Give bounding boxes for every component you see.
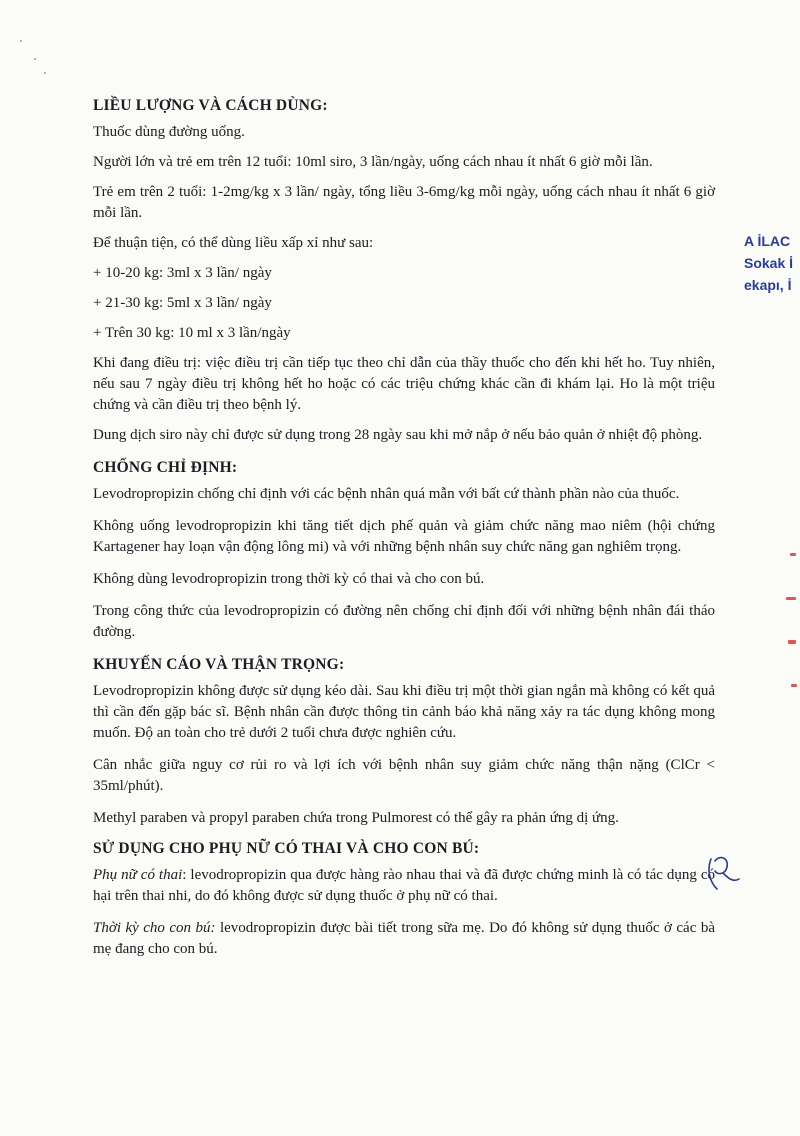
- contra-pregnancy: Không dùng levodropropizin trong thời kỳ có thai và cho con bú.: [93, 571, 485, 587]
- lactation-label: Thời kỳ cho con bú:: [93, 920, 216, 936]
- contra-hypersensitivity: Levodropropizin chống chỉ định với các bệnh nhân quá mẫn với bất cứ thành phần nào của thuốc.: [93, 486, 680, 502]
- warning-renal: Cân nhắc giữa nguy cơ rủi ro và lợi ích với bệnh nhân suy giảm chức năng thận nặng (ClCr < 35ml/phút).: [93, 757, 715, 794]
- dosage-item-1: + 10-20 kg: 3ml x 3 lần/ ngày: [93, 265, 272, 281]
- stamp-line-1: A İLAC: [744, 233, 791, 249]
- warning-paraben: Methyl paraben và propyl paraben chứa trong Pulmorest có thể gây ra phản ứng dị ứng.: [93, 810, 619, 826]
- heading-dosage: LIỀU LƯỢNG VÀ CÁCH DÙNG:: [93, 97, 328, 114]
- section-contraindications: [93, 457, 715, 643]
- dosage-adult: Người lớn và trẻ em trên 12 tuổi: 10ml siro, 3 lần/ngày, uống cách nhau ít nhất 6 giờ mỗi lần.: [93, 154, 653, 170]
- pregnancy-text: : levodropropizin qua được hàng rào nhau thai và đã được chứng minh là có tác dụng có hại trên thai nhi, do đó không được sử dụng thuốc ở phụ nữ có thai.: [93, 867, 715, 904]
- dosage-item-3: + Trên 30 kg: 10 ml x 3 lần/ngày: [93, 325, 291, 341]
- handwritten-initial: [705, 853, 741, 895]
- stamp-fragment: [744, 230, 800, 296]
- dosage-child: Trẻ em trên 2 tuổi: 1-2mg/kg x 3 lần/ ngày, tổng liều 3-6mg/kg mỗi ngày, uống cách nhau ít nhất 6 giờ mỗi lần.: [93, 184, 715, 221]
- red-stamp-mark: [791, 684, 797, 687]
- contra-bronchial: Không uống levodropropizin khi tăng tiết dịch phế quản và giảm chức năng mao niêm (hội chứng Kartagener hay loạn vận động lông mi) và với những bệnh nhân suy chức năng gan nghiêm trọng.: [93, 518, 715, 555]
- heading-warnings: KHUYẾN CÁO VÀ THẬN TRỌNG:: [93, 656, 345, 673]
- scan-speck: [34, 58, 36, 60]
- dosage-during-treatment: Khi đang điều trị: việc điều trị cần tiếp tục theo chỉ dẫn của thầy thuốc cho đến khi hết ho. Tuy nhiên, nếu sau 7 ngày điều trị không hết ho hoặc có các triệu chứng khác cần đi khám lại. Ho là một triệu chứng và cần điều trị theo bệnh lý.: [93, 355, 715, 413]
- section-dosage: [93, 95, 715, 446]
- dosage-route: Thuốc dùng đường uống.: [93, 124, 245, 140]
- lactation-text: levodropropizin được bài tiết trong sữa mẹ. Do đó không sử dụng thuốc ở các bà mẹ đang cho con bú.: [93, 920, 715, 957]
- section-warnings: [93, 654, 715, 829]
- document-body: [93, 95, 715, 971]
- section-pregnancy: [93, 838, 715, 960]
- dosage-storage: Dung dịch siro này chỉ được sử dụng trong 28 ngày sau khi mở nắp ở nếu bảo quản ở nhiệt độ phòng.: [93, 427, 703, 443]
- stamp-line-2: Sokak İ: [744, 255, 794, 271]
- scan-speck: [20, 40, 22, 42]
- dosage-item-2: + 21-30 kg: 5ml x 3 lần/ ngày: [93, 295, 272, 311]
- scan-speck: [44, 72, 46, 74]
- stamp-line-3: ekapı, İ: [744, 277, 792, 293]
- red-stamp-mark: [790, 553, 796, 556]
- dosage-approx-intro: Để thuận tiện, có thể dùng liều xấp xỉ như sau:: [93, 235, 374, 251]
- heading-pregnancy: SỬ DỤNG CHO PHỤ NỮ CÓ THAI VÀ CHO CON BÚ:: [93, 840, 480, 857]
- pregnancy-paragraph: [93, 865, 715, 907]
- lactation-paragraph: [93, 918, 715, 960]
- pregnancy-label: Phụ nữ có thai: [93, 867, 183, 883]
- red-stamp-mark: [786, 597, 796, 600]
- warning-duration: Levodropropizin không được sử dụng kéo dài. Sau khi điều trị một thời gian ngắn mà không có kết quả thì cần đến gặp bác sĩ. Bệnh nhân cần được thông tin cảnh báo khả năng xảy ra tác dụng không mong muốn. Độ an toàn cho trẻ dưới 2 tuổi chưa được nghiên cứu.: [93, 683, 715, 741]
- heading-contraindications: CHỐNG CHỈ ĐỊNH:: [93, 459, 238, 476]
- contra-diabetes: Trong công thức của levodropropizin có đường nên chống chỉ định đối với những bệnh nhân đái tháo đường.: [93, 603, 715, 640]
- red-stamp-mark: [788, 640, 796, 644]
